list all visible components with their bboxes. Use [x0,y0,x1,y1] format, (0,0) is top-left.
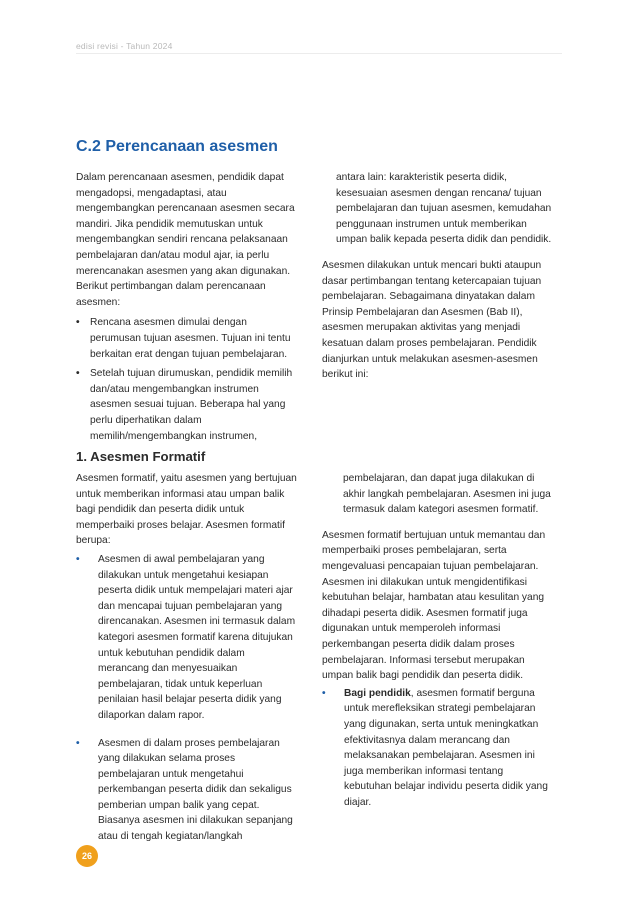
section-right-column [322,170,552,383]
subsection-intro: Asesmen formatif, yaitu asesmen yang bertujuan untuk memberikan informasi atau umpan balik bagi pendidik dan peserta didik untuk memperbaiki proses belajar. Asesmen formatif berupa: [76,473,297,547]
section-bullet-list [76,315,298,444]
bullet-icon: • [76,368,80,380]
bullet-text: , asesmen formatif berguna untuk merefleksikan strategi pembelajaran yang digunakan, serta untuk meningkatkan efektivitasnya dalam merancang dan melaksanakan pembelajaran. Asesmen ini juga memberikan informasi tentang kebutuhan belajar individu peserta didik yang diajar. [344,687,548,808]
list-item [76,736,298,845]
bullet-text: Setelah tujuan dirumuskan, pendidik memilih dan/atau mengembangkan instrumen asesmen sesuai tujuan. Beberapa hal yang perlu diperhatikan dalam memilih/mengembangkan instrumen, [90,368,293,442]
list-item [76,552,298,724]
subsection-right-column [322,471,552,810]
header-divider [76,53,562,54]
section-left-column [76,170,298,444]
section-paragraph: Asesmen dilakukan untuk mencari bukti ataupun dasar pertimbangan tentang ketercapaian tujuan pembelajaran. Sebagaimana dinyatakan dalam Prinsip Pembelajaran dan Asesmen (Bab II), asesmen merupakan aktivitas yang menjadi kesatuan dalam proses pembelajaran. Pendidik dianjurkan untuk melakukan asesmen-asesmen berikut ini: [322,259,542,381]
bullet-icon: • [76,553,80,565]
subsection-left-column [76,471,298,845]
bullet-text: Asesmen di awal pembelajaran yang dilakukan untuk mengetahui kesiapan peserta didik untuk mempelajari materi ajar dan mencapai tujuan pembelajaran yang direncanakan. Asesmen ini termasuk dalam kategori asesmen formatif karena ditujukan untuk kebutuhan pendidik dalam merancang dan menyesuaikan pembelajaran, tidak untuk keperluan penilaian hasil belajar peserta didik yang dilaporkan dalam rapor. [98,553,296,721]
subsection-continuation: pembelajaran, dan dapat juga dilakukan di akhir langkah pembelajaran. Asesmen ini juga termasuk dalam kategori asesmen formatif. [343,473,551,516]
subsection-right-bullet-list [322,686,552,811]
page-number-badge: 26 [76,845,98,867]
list-item [76,366,298,444]
section-continuation: antara lain: karakteristik peserta didik, kesesuaian asesmen dengan rencana/ tujuan pembelajaran dan tujuan asesmen, kemudahan penggunaan instrumen untuk memberikan umpan balik kepada peserta didik dan pendidik. [336,172,552,246]
bullet-text: Rencana asesmen dimulai dengan perumusan tujuan asesmen. Tujuan ini tentu berkaitan erat dengan tujuan pembelajaran. [90,317,291,360]
bullet-icon: • [322,687,326,699]
subsection-bullet-list [76,552,298,845]
bullet-icon: • [76,317,80,329]
list-item [76,315,298,362]
subsection-paragraph: Asesmen formatif bertujuan untuk memantau dan memperbaiki proses pembelajaran, serta mengevaluasi pencapaian tujuan pembelajaran. Asesmen ini dilakukan untuk mengidentifikasi kebutuhan belajar, hambatan atau kesulitan yang dihadapi peserta didik. Asesmen formatif juga digunakan untuk memperoleh informasi perkembangan peserta didik dalam proses pembelajaran. Informasi tersebut merupakan umpan balik bagi pendidik dan peserta didik. [322,529,546,682]
subsection-title: 1. Asesmen Formatif [76,449,206,464]
section-title: C.2 Perencanaan asesmen [76,138,278,155]
section-intro: Dalam perencanaan asesmen, pendidik dapat mengadopsi, mengadaptasi, atau mengembangkan perencanaan asesmen secara mandiri. Jika pendidik memutuskan untuk mengembangkan sendiri rencana pelaksanaan pembelajaran dan/atau modul ajar, ia perlu merencanakan asesmen yang akan digunakan. Berikut pertimbangan dalam perencanaan asesmen: [76,172,295,308]
edition-label: edisi revisi - Tahun 2024 [76,41,173,51]
bullet-text: Asesmen di dalam proses pembelajaran yang dilakukan selama proses pembelajaran untuk mengetahui perkembangan peserta didik dan sekaligus pemberian umpan balik yang cepat. Biasanya asesmen ini dilakukan sepanjang atau di tengah kegiatan/langkah [98,737,293,843]
list-item [322,686,552,811]
bullet-bold-label: Bagi pendidik [344,687,411,699]
bullet-icon: • [76,737,80,749]
